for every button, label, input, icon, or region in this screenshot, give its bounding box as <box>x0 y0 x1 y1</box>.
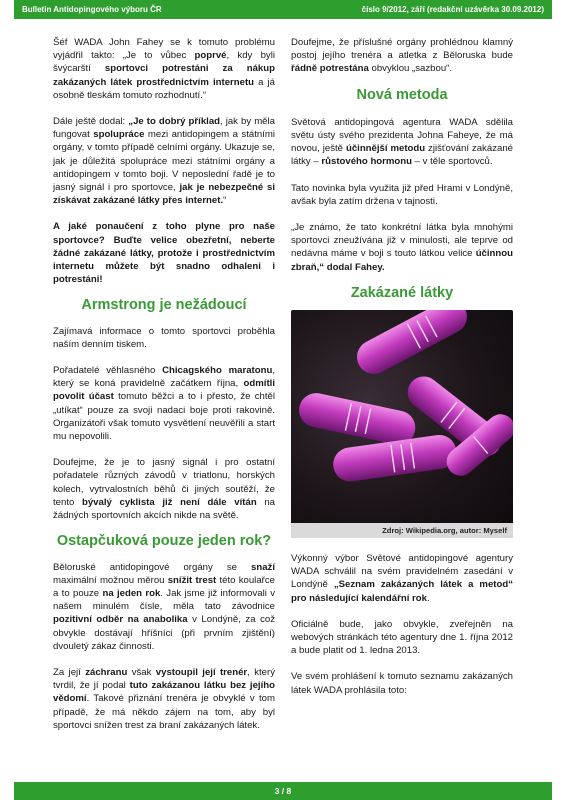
text-run: obvyklou „sazbou“. <box>368 63 453 75</box>
page-footer <box>14 782 552 800</box>
text-run: Doufejme, že příslušné orgány prohlédnou klamný postoj jejího trenéra a atletka z Běloruska bude <box>291 37 513 62</box>
text-run: a já osobně tleskám tomuto rozhodnutí.“ <box>53 76 275 101</box>
paragraph <box>291 552 513 605</box>
photo-caption: Zdroj: Wikipedia.org, autor: Myself <box>291 523 513 538</box>
paragraph <box>291 618 513 658</box>
text-run: Světová antidopingová agentura WADA sdělila světu ústy svého prezidenta Johna Faheye, že má novou, ještě <box>291 116 513 155</box>
bold-text-run: „Je to dobrý příklad <box>128 116 221 128</box>
bold-text-run: pozitivní odběr na anabolika <box>53 614 188 626</box>
paragraph <box>53 325 275 351</box>
bold-text-run: jak je nebezpečné si získávat zakázané látky přes internet. <box>53 182 275 207</box>
text-run: maximální možnou měrou <box>53 574 168 586</box>
heading-nova-metoda: Nová metoda <box>356 86 448 103</box>
capsules-illustration <box>291 310 513 538</box>
paragraph <box>291 36 513 76</box>
bold-text-run: účinnější metodu <box>345 143 426 155</box>
text-run: mezi antidopingem a státními orgány, v tomto případě celními orgány. Ukazuje se, jak je důležitá spolupráce mezi státními orgány a antidopingem v tomto boji. V neposlední řadě je to jasný signál i pro sportovce, <box>53 129 275 194</box>
bold-text-run: A jaké ponaučení z toho plyne pro naše sportovce? Buďte velice obezřetní, neberte žádné zakázané látky, protože i prostřednictvím internetu můžete být snadno odhaleni i potrestáni! <box>53 221 275 286</box>
paragraph <box>291 116 513 169</box>
bold-text-run: snaží <box>251 561 275 573</box>
bold-text-run: snížit trest <box>167 574 217 586</box>
text-run: Doufejme, že je to jasný signál i pro ostatní pořadatele různých závodů v triatlonu, horských kolech, vytrvalostních běhů či jiných soutěží, že tento <box>53 457 275 508</box>
text-run: Šéf WADA John Fahey se k tomuto problému vyjádřil takto: „Je to vůbec <box>53 37 275 62</box>
text-run: . Takové přiznání trenéra je obvyklé v tom případě, že má někdo zájem na tom, aby byl sportovci snížen trest za braní zakázaných látek. <box>53 693 275 731</box>
bold-text-run: růstového hormonu <box>321 156 413 168</box>
issue-info: číslo 9/2012, září (redakční uzávěrka 30.09.2012) <box>361 5 544 14</box>
right-column <box>291 36 513 710</box>
text-run: . <box>426 592 430 604</box>
bold-text-run: sportovci potrestáni za nákup zakázaných látek prostřednictvím internetu <box>53 63 275 88</box>
capsules-photo <box>291 310 513 538</box>
text-run: Zajímavá informace o tomto sportovci proběhla naším denním tiskem. <box>53 325 275 350</box>
text-run: Oficiálně bude, jako obvykle, zveřejněn na webových stránkách této agentury dne 1. října 2012 a bude platit od 1. ledna 2013. <box>291 618 513 657</box>
text-run: však <box>127 666 156 678</box>
text-run: Tato novinka byla využita již před Hrami v Londýně, avšak byla zatím držena v tajnosti. <box>291 182 513 207</box>
paragraph <box>53 36 275 102</box>
bold-text-run: záchranu <box>85 666 128 678</box>
text-run: této koulařce a to pouze <box>53 574 275 599</box>
text-run: , jak by měla fungovat <box>53 116 275 141</box>
bold-text-run: spolupráce <box>93 129 145 141</box>
text-run: , který se koná pravidelně začátkem října, <box>53 365 275 390</box>
text-run: Za její <box>53 666 86 678</box>
text-run: tomuto běžci a to i přesto, že chtěl „utíkat“ pouze za svoji nadaci boje proti rakovině. Organizátoři však tomuto vysvětlení neuvěřili a start mu nepovolili. <box>53 391 275 443</box>
text-run: Výkonný výbor Světové antidopingové agentury WADA schválil na svém pravidelném zasedání v Londýně <box>291 553 513 591</box>
paragraph <box>53 666 275 732</box>
text-run: „Je známo, že tato konkrétní látka byla mnohými sportovci zneužívána již v minulosti, ale teprve od nedávna máme v boji s touto látkou velice <box>291 222 513 260</box>
left-column <box>53 36 275 745</box>
text-run: “ <box>223 195 227 207</box>
bold-text-run: poprvé <box>194 50 227 62</box>
paragraph <box>291 182 513 208</box>
bulletin-header-bar <box>14 0 552 19</box>
heading-zakazane-latky: Zakázané látky <box>350 284 454 301</box>
paragraph <box>53 456 275 522</box>
paragraph <box>291 670 513 696</box>
text-run: zjišťování zakázané látky – <box>291 143 513 168</box>
capsule <box>296 390 418 448</box>
bold-text-run: „Seznam zakázaných látek a metod“ pro následující kalendářní rok <box>291 579 514 604</box>
text-run: , který tvrdil, že jí podal <box>53 666 275 692</box>
text-run: , kdy byli švýcarští <box>53 50 275 75</box>
bold-text-run: na jeden rok <box>102 587 161 599</box>
paragraph <box>53 220 275 286</box>
capsule <box>351 310 473 380</box>
text-run: Dále ještě dodal: <box>53 116 129 128</box>
text-run: . Jak jsme již informovali v našem minulém čísle, měla tato závodnice <box>53 587 276 613</box>
bold-text-run: vystoupil její trenér <box>155 666 248 678</box>
bold-text-run: odmítli povolit účast <box>53 378 275 403</box>
text-run: na žádných sportovních akcích nikde na světě. <box>53 496 275 522</box>
paragraph <box>53 364 275 443</box>
bold-text-run: Chicagského maratonu <box>162 365 273 377</box>
text-run: v Londýně, za což obvykle dostávají hříšníci (při prvním zjištění) dvouletý zákaz činnosti. <box>53 614 275 652</box>
bold-text-run: řádně potrestána <box>291 63 369 75</box>
bold-text-run: účinnou zbraň,“ dodal Fahey. <box>291 248 513 273</box>
heading-ostapcukova: Ostapčuková pouze jeden rok? <box>56 533 272 550</box>
text-run: Ve svém prohlášení k tomuto seznamu zakázaných látek WADA prohlásila toto: <box>291 671 513 696</box>
text-run: – v těle sportovců. <box>412 156 493 168</box>
page-number: 3 / 8 <box>274 786 292 796</box>
text-run: Běloruské antidopingové orgány se <box>53 561 251 573</box>
bold-text-run: tuto zakázanou látku bez jejího vědomí <box>53 680 275 705</box>
bold-text-run: bývalý cyklista již není dále vítán <box>81 496 257 508</box>
paragraph <box>291 221 513 274</box>
heading-armstrong: Armstrong je nežádoucí <box>81 297 247 314</box>
paragraph <box>53 115 275 207</box>
bulletin-title: Bulletin Antidopingového výboru ČR <box>22 5 162 14</box>
paragraph <box>53 561 275 653</box>
text-run: Pořadatelé věhlasného <box>53 365 163 377</box>
